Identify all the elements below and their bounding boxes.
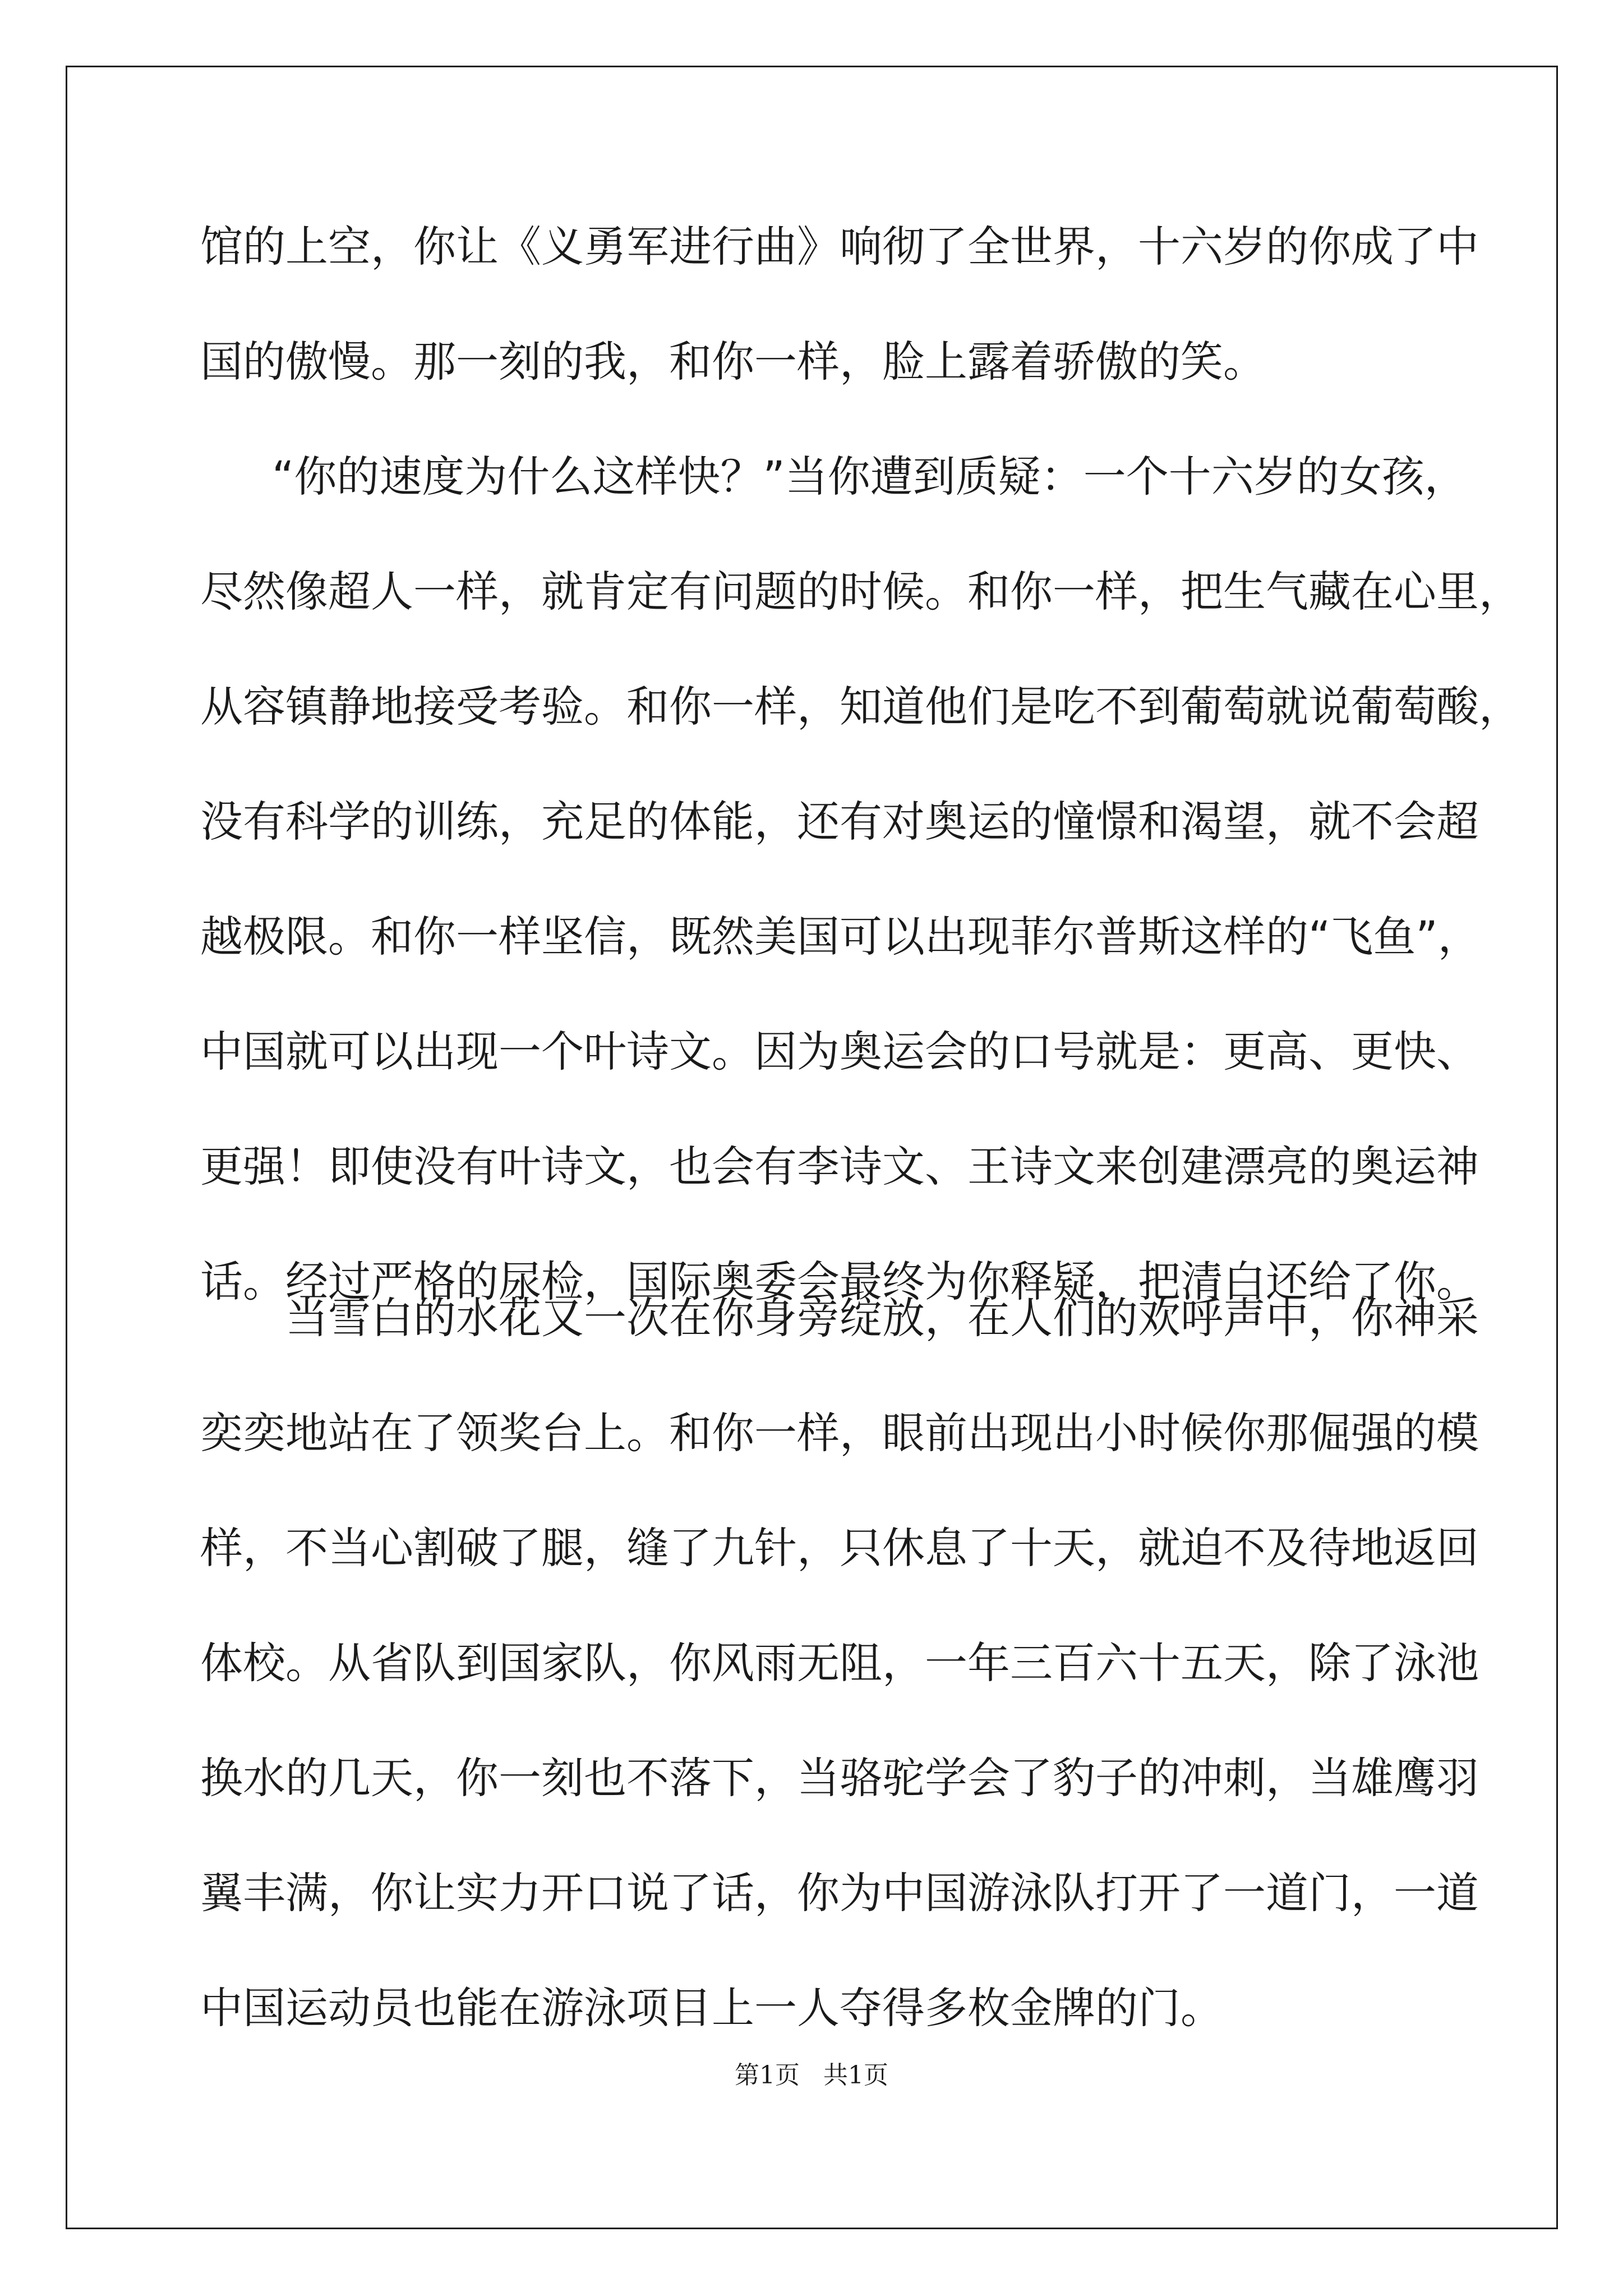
page-number-footer: 第1页 共1页 (735, 2061, 888, 2090)
paragraph-3-line-2: 奕奕地站在了领奖台上。和你一样，眼前出现出小时候你那倔强的模 (200, 1408, 1479, 1458)
paragraph-2-line-1: “你的速度为什么这样快？”当你遭到质疑：一个十六岁的女孩， (272, 452, 1467, 501)
paragraph-2-line-4: 没有科学的训练，充足的体能，还有对奥运的憧憬和渴望，就不会超 (200, 797, 1479, 846)
paragraph-3-line-5: 换水的几天，你一刻也不落下，当骆驼学会了豹子的冲刺，当雄鹰羽 (200, 1753, 1479, 1803)
paragraph-2-line-8: 话。经过严格的尿检，国际奥委会最终为你释疑，把清白还给了你。 (200, 1257, 1479, 1306)
paragraph-3-line-4: 体校。从省队到国家队，你风雨无阻，一年三百六十五天，除了泳池 (200, 1638, 1479, 1688)
paragraph-2-line-3: 从容镇静地接受考验。和你一样，知道他们是吃不到葡萄就说葡萄酸， (200, 682, 1521, 731)
paragraph-2-line-6: 中国就可以出现一个叶诗文。因为奥运会的口号就是：更高、更快、 (200, 1027, 1479, 1076)
paragraph-2-line-2: 尽然像超人一样，就肯定有问题的时候。和你一样，把生气藏在心里， (200, 567, 1521, 616)
paragraph-1-line-2: 国的傲慢。那一刻的我，和你一样，脸上露着骄傲的笑。 (200, 337, 1266, 386)
paragraph-3-line-7: 中国运动员也能在游泳项目上一人夺得多枚金牌的门。 (200, 1983, 1223, 2033)
paragraph-3-line-6: 翼丰满，你让实力开口说了话，你为中国游泳队打开了一道门，一道 (200, 1868, 1479, 1918)
paragraph-2-line-5: 越极限。和你一样坚信，既然美国可以出现菲尔普斯这样的“飞鱼”， (200, 912, 1481, 961)
paragraph-2-line-7: 更强！即使没有叶诗文，也会有李诗文、王诗文来创建漂亮的奥运神 (200, 1142, 1479, 1191)
paragraph-3-line-3: 样，不当心割破了腿，缝了九针，只休息了十天，就迫不及待地返回 (200, 1523, 1479, 1573)
paragraph-1-line-1: 馆的上空，你让《义勇军进行曲》响彻了全世界，十六岁的你成了中 (200, 222, 1479, 272)
paragraph-3-line-1: 当雪白的水花又一次在你身旁绽放，在人们的欢呼声中，你神采 (285, 1293, 1479, 1343)
